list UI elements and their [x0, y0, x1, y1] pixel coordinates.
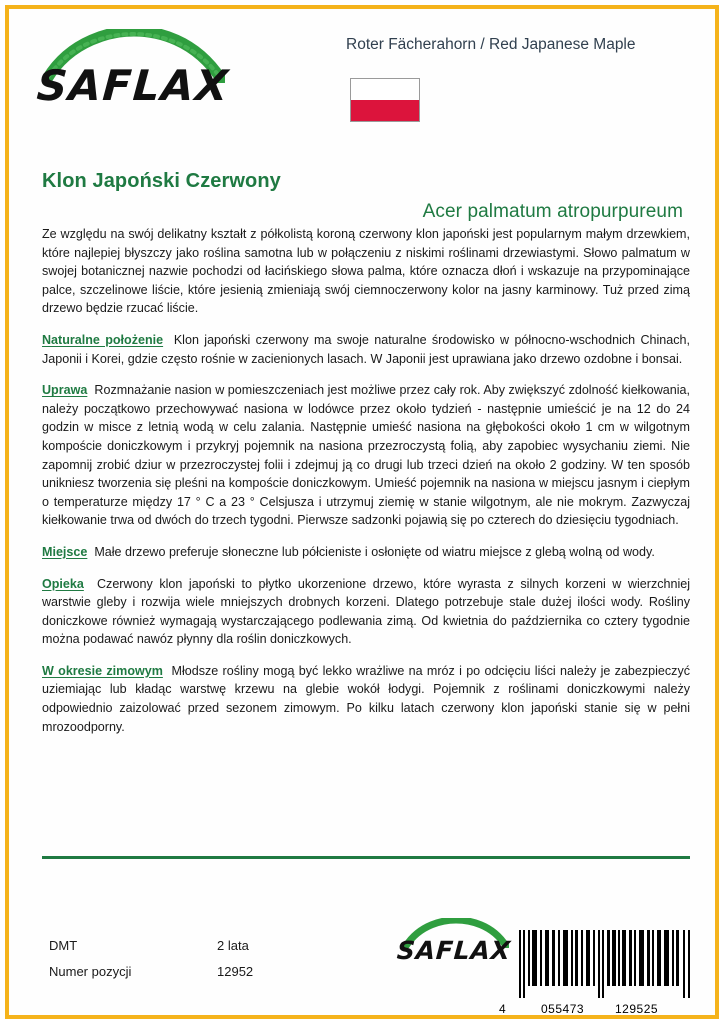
intro-text: Ze względu na swój delikatny kształt z półkolistą koroną czerwony klon japoński jest popularnym małym drzewkiem, które najlepiej błyszczy jako roślina samotna lub w połączeniu z niskimi roślinami drzewiastymi. Słowo palmatum w swojej botanicznej nazwie pochodzi od łacińskiego słowa palma, które oznacza dłoń i wskazuje na przypominające palce, szczelinowe liście, które jesienią zmieniają swój ciemnoczerwony kolor na jasny karminowy. Tuż przed zimą drzewo będzie rzucać liście.	[42, 227, 690, 316]
flag-stripe-red	[351, 100, 419, 121]
section-heading: W okresie zimowym	[42, 663, 163, 678]
section-body: Rozmnażanie nasion w pomieszczeniach jest możliwe przez cały rok. Aby zwiększyć zdolność kiełkowania, należy początkowo przechowywać nasiona w lodówce przez około tydzień - następnie umieścić je na 12 do 24 godzin w misce z letnią wodą w celu zalania. Następnie umieść nasiona na głębokości około 1 cm w wilgotnym kompoście doniczkowym i przykryj pojemnik na nasiona przezroczystą folią, aby zapobiec wysychaniu ziemi. Nie zapomnij zrobić dziur w przezroczystej folii i zdejmuj ją co drugi lub trzeci dzień na około 2 godziny. W ten sposób unikniesz tworzenia się pleśni na kompoście doniczkowym. Umieść pojemnik na nasiona w miejscu jasnym i ciepłym o temperaturze między 17 ° C a 23 ° Celsjusza i utrzymuj ziemię w stanie wilgotnym, ale nie mokrym. Zazwyczaj kiełkowanie trwa od dwóch do trzech tygodni. Pierwsze sadzonki pojawią się po czterech do dziesięciu tygodniach.	[42, 383, 690, 528]
section-body: Czerwony klon japoński to płytko ukorzenione drzewo, które wyrasta z silnych korzeni w wierzchniej warstwie gleby i rozwija wiele mniejszych drobnych korzeni. Dlatego potrzebuje stale dużej ilości wody. Rośliny doniczkowe również wymagają wystarczającego podlewania zimą. Od kwietnia do października co cztery tygodnie można podawać nawóz płynny dla roślin doniczkowych.	[42, 576, 690, 647]
section-spacer	[163, 333, 174, 347]
barcode-bars-icon	[519, 930, 693, 998]
section-care	[42, 575, 690, 649]
barcode-lead-digit: 4	[499, 1002, 507, 1016]
section-location	[42, 543, 690, 562]
section-heading: Opieka	[42, 576, 84, 591]
intro-paragraph	[42, 225, 690, 318]
section-body: Małe drzewo preferuje słoneczne lub półcieniste i osłonięte od wiatru miejsce z glebą wolną od wody.	[94, 544, 655, 559]
section-winter	[42, 662, 690, 736]
saflax-logo-text: SAFLAX	[35, 61, 231, 110]
card-frame	[5, 5, 719, 1019]
section-natural-location	[42, 331, 690, 368]
section-heading: Naturalne położenie	[42, 332, 164, 347]
dmt-label: DMT	[49, 938, 78, 953]
poland-flag-icon	[350, 78, 420, 122]
barcode	[497, 930, 693, 1016]
flag-stripe-white	[351, 79, 419, 100]
product-info-table	[49, 938, 253, 990]
barcode-right-group: 129525	[615, 1002, 659, 1016]
header-language-title: Roter Fächerahorn / Red Japanese Maple	[346, 36, 636, 53]
section-heading: Uprawa	[42, 383, 88, 398]
barcode-left-group: 055473	[541, 1002, 585, 1016]
section-body: Młodsze rośliny mogą być lekko wrażliwe na mróz i po odcięciu liści należy je zabezpieczyć uziemiając lub kładąc warstwę krzewu na glebie wokół łodygi. Pojemnik z roślinami doniczkowymi należy odpowiednio zaizolować przed sezonem zimowym. Po kilku latach czerwony klon japoński stanie się w pełni mrozoodporny.	[42, 663, 690, 734]
section-heading: Miejsce	[42, 544, 88, 559]
section-spacer	[84, 577, 97, 591]
section-body: Klon japoński czerwony ma swoje naturalne środowisko w północno-wschodnich Chinach, Japonii i Korei, gdzie często rośnie w zacienionych lasach. W Japonii jest uprawiana jako drzewo ozdobne i bonsai.	[42, 332, 690, 366]
section-spacer	[163, 664, 172, 678]
page-title: Klon Japoński Czerwony	[42, 170, 281, 192]
header	[9, 9, 715, 141]
item-number-label: Numer pozycji	[49, 964, 132, 979]
saflax-logo-text: SAFLAX	[395, 936, 512, 965]
latin-name: Acer palmatum atropurpureum	[422, 201, 683, 222]
section-cultivation	[42, 381, 690, 530]
table-row	[49, 938, 253, 964]
content-body	[42, 225, 690, 736]
dmt-value: 2 lata	[217, 938, 249, 953]
footer	[9, 914, 723, 1014]
card-inner	[9, 9, 715, 1015]
table-row	[49, 964, 253, 990]
item-number-value: 12952	[217, 964, 254, 979]
saflax-logo-top	[37, 27, 237, 133]
footer-divider	[42, 856, 690, 859]
